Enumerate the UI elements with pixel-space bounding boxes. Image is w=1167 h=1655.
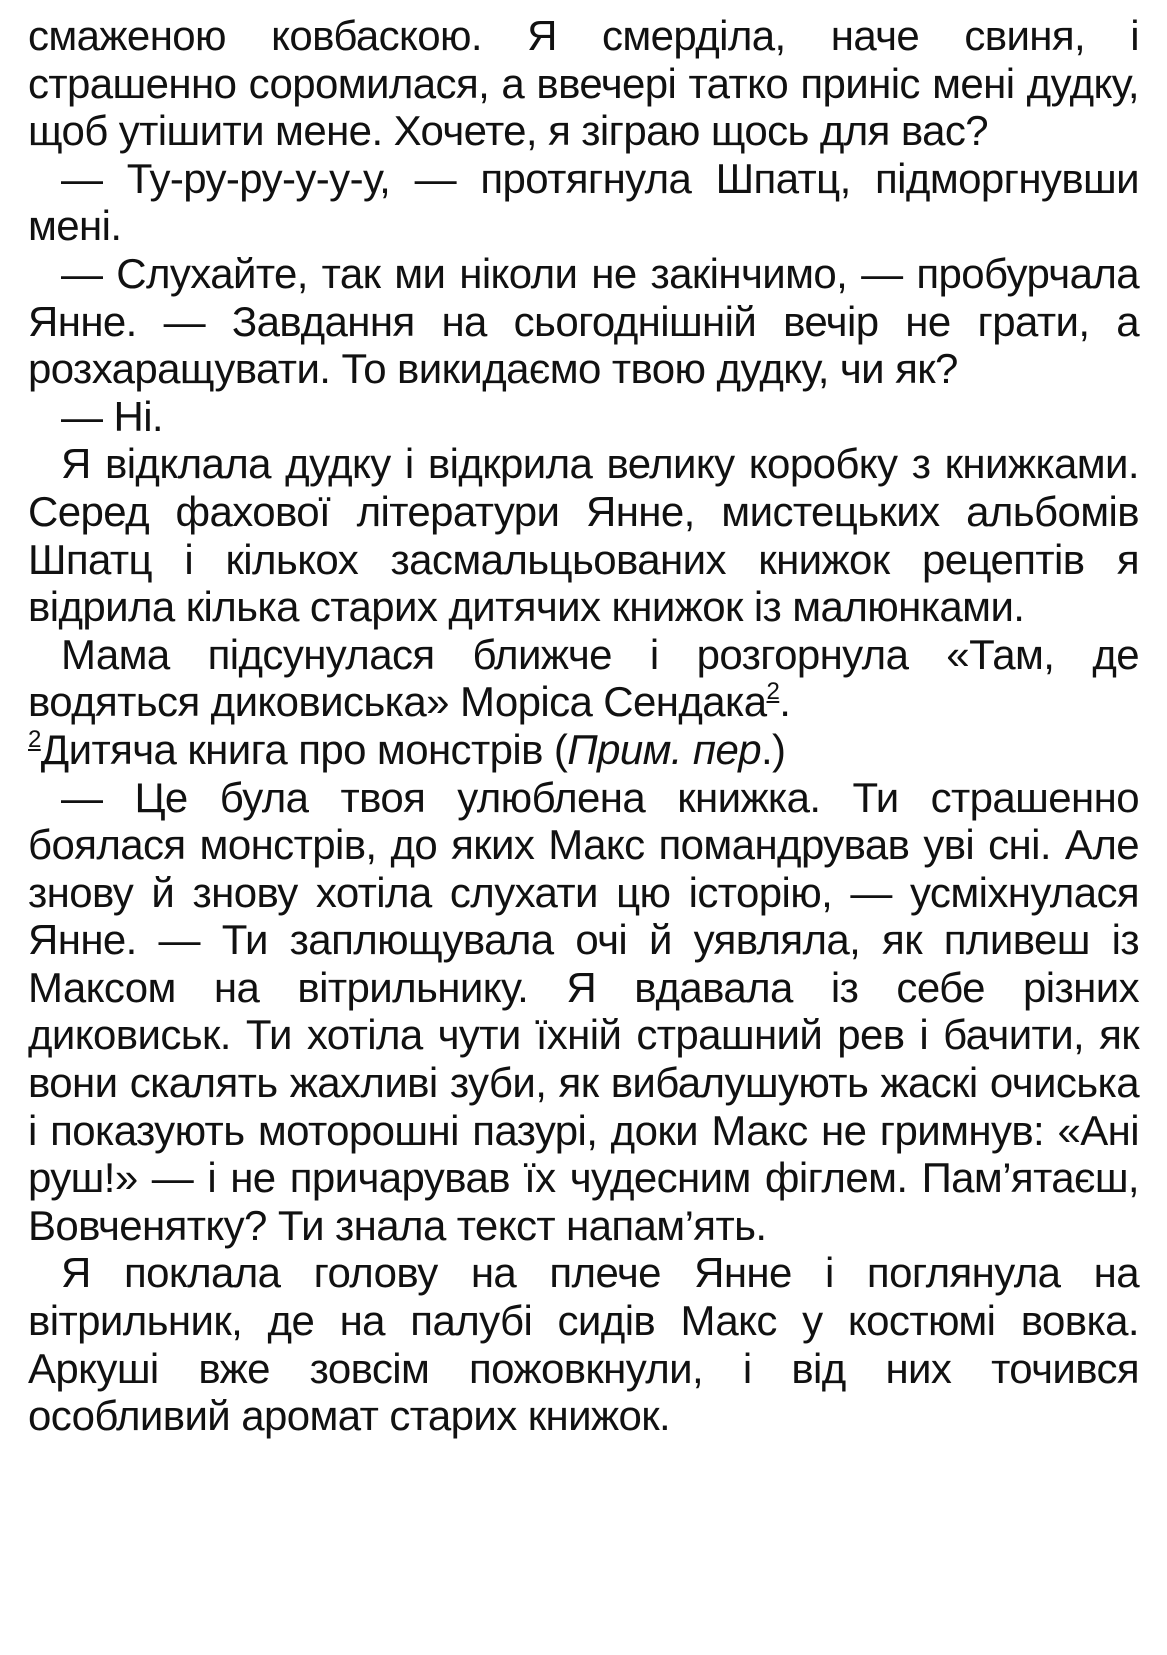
paragraph-6 — [28, 631, 1139, 726]
paragraph-8: Я поклала голову на плече Янне і поглянула на вітрильник, де на палубі сидів Макс у костюмі вовка. Аркуші вже зовсім пожовкнули, і від них точився особливий аромат старих книжок. — [28, 1249, 1139, 1440]
paragraph-6-end: . — [779, 678, 791, 726]
paragraph-7: — Це була твоя улюблена книжка. Ти страшенно боялася монстрів, до яких Макс помандрував уві сні. Але знову й знову хотіла слухати цю історію, — усміхнулася Янне. — Ти заплющувала очі й уявляла, як пливеш із Максом на вітрильнику. Я вдавала із себе різних диковиськ. Ти хотіла чути їхній страшний рев і бачити, як вони скалять жахливі зуби, як вибалушують жаскі очиська і показують моторошні пазурі, доки Макс не гримнув: «Ані руш!» — і не причарував їх чудесним фіглем. Пам’ятаєш, Вовченятку? Ти знала текст напам’ять. — [28, 773, 1139, 1249]
footnote-italic: Прим. пер — [567, 725, 761, 773]
paragraph-6-text: Мама підсунулася ближче і розгорнула «Там, де водяться диковиська» Моріса Сендака — [28, 630, 1139, 726]
footnote-mark[interactable]: 2 — [28, 725, 41, 753]
footnote-text: Дитяча книга про монстрів ( — [40, 725, 568, 773]
footnote-reference[interactable]: 2 — [766, 678, 780, 706]
footnote — [28, 726, 1139, 774]
footnote-end: .) — [760, 725, 786, 773]
paragraph-3: — Слухайте, так ми ніколи не закінчимо, — пробурчала Янне. — Завдання на сьогоднішній вечір не грати, а розхаращувати. То викидаємо твою дудку, чи як? — [28, 249, 1139, 393]
paragraph-1: смаженою ковбаскою. Я смерділа, наче свиня, і страшенно соромилася, а ввечері татко приніс мені дудку, щоб утішити мене. Хочете, я зіграю щось для вас? — [28, 12, 1139, 155]
paragraph-5: Я відклала дудку і відкрила велику коробку з книжками. Серед фахової літератури Янне, мистецьких альбомів Шпатц і кількох засмальцьованих книжок рецептів я відрила кілька старих дитячих книжок із малюнками. — [28, 440, 1139, 631]
paragraph-4: — Ні. — [61, 392, 164, 440]
paragraph-2: — Ту-ру-ру-у-у-у, — протягнула Шпатц, підморгнувши мені. — [28, 154, 1139, 250]
